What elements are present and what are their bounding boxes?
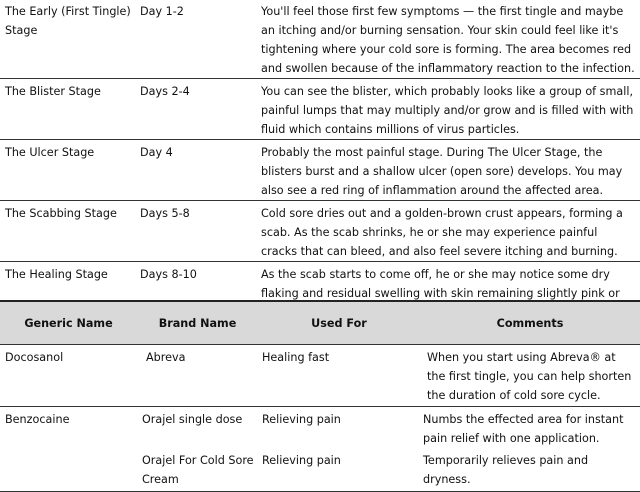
stage-description: You'll feel those first few symptoms — the first tingle and maybe an itching and/or burning sensation. Your skin could feel like it's tightening where your cold sore is forming. The area becomes red and swollen because of the inflammatory reaction to the infection. (256, 0, 640, 79)
stage-name: The Blister Stage (0, 79, 136, 140)
stage-days: Day 1-2 (136, 0, 256, 79)
stage-name: The Healing Stage (0, 262, 136, 323)
stage-days: Days 5-8 (136, 201, 256, 262)
medication-row (0, 345, 640, 407)
used-for: Relieving pain (262, 413, 341, 426)
comments: Numbs the effected area for instant pain relief with one application. (423, 413, 624, 445)
comments-header: Comments (420, 301, 640, 345)
stage-days: Days 2-4 (136, 79, 256, 140)
medications-table (0, 300, 640, 492)
stage-row (0, 0, 640, 79)
brand-name: Abreva (137, 345, 258, 407)
generic-name: Benzocaine (5, 413, 70, 426)
brand-name-header: Brand Name (137, 301, 258, 345)
used-for: Relieving pain (258, 448, 420, 492)
stage-name: The Early (First Tingle) Stage (0, 0, 136, 79)
brand-name: Orajel For Cold Sore Cream (137, 448, 258, 492)
generic-name: Docosanol (0, 345, 137, 407)
stage-days: Days 8-10 (136, 262, 256, 323)
generic-name-header: Generic Name (0, 301, 137, 345)
stage-name: The Ulcer Stage (0, 140, 136, 201)
medication-row (0, 448, 640, 492)
used-for: Healing fast (258, 345, 420, 407)
generic-name (0, 448, 137, 492)
stage-row (0, 140, 640, 201)
stage-row (0, 201, 640, 262)
stage-row (0, 79, 640, 140)
stage-description: You can see the blister, which probably looks like a group of small, painful lumps that may multiply and/or grow and is filled with with fluid which contains millions of virus particles. (256, 79, 640, 140)
stage-description: Probably the most painful stage. During The Ulcer Stage, the blisters burst and a shallow ulcer (open sore) develops. You may also see a red ring of inflammation around the affected area. (256, 140, 640, 201)
brand-name: Orajel single dose (142, 413, 243, 426)
comments: Temporarily relieves pain and dryness. (420, 448, 640, 492)
medications-header-row (0, 301, 640, 345)
stage-days: Day 4 (136, 140, 256, 201)
used-for-header: Used For (258, 301, 420, 345)
stage-description: As the scab starts to come off, he or she may notice some dry flaking and residual swelling with skin remaining slightly pink or (256, 262, 640, 323)
medication-row (0, 407, 640, 449)
comments: When you start using Abreva® at the first tingle, you can help shorten the duration of cold sore cycle. (420, 345, 640, 407)
stage-description: Cold sore dries out and a golden-brown crust appears, forming a scab. As the scab shrinks, he or she may experience painful cracks that can bleed, and also feel severe itching and burning. (256, 201, 640, 262)
stage-name: The Scabbing Stage (0, 201, 136, 262)
